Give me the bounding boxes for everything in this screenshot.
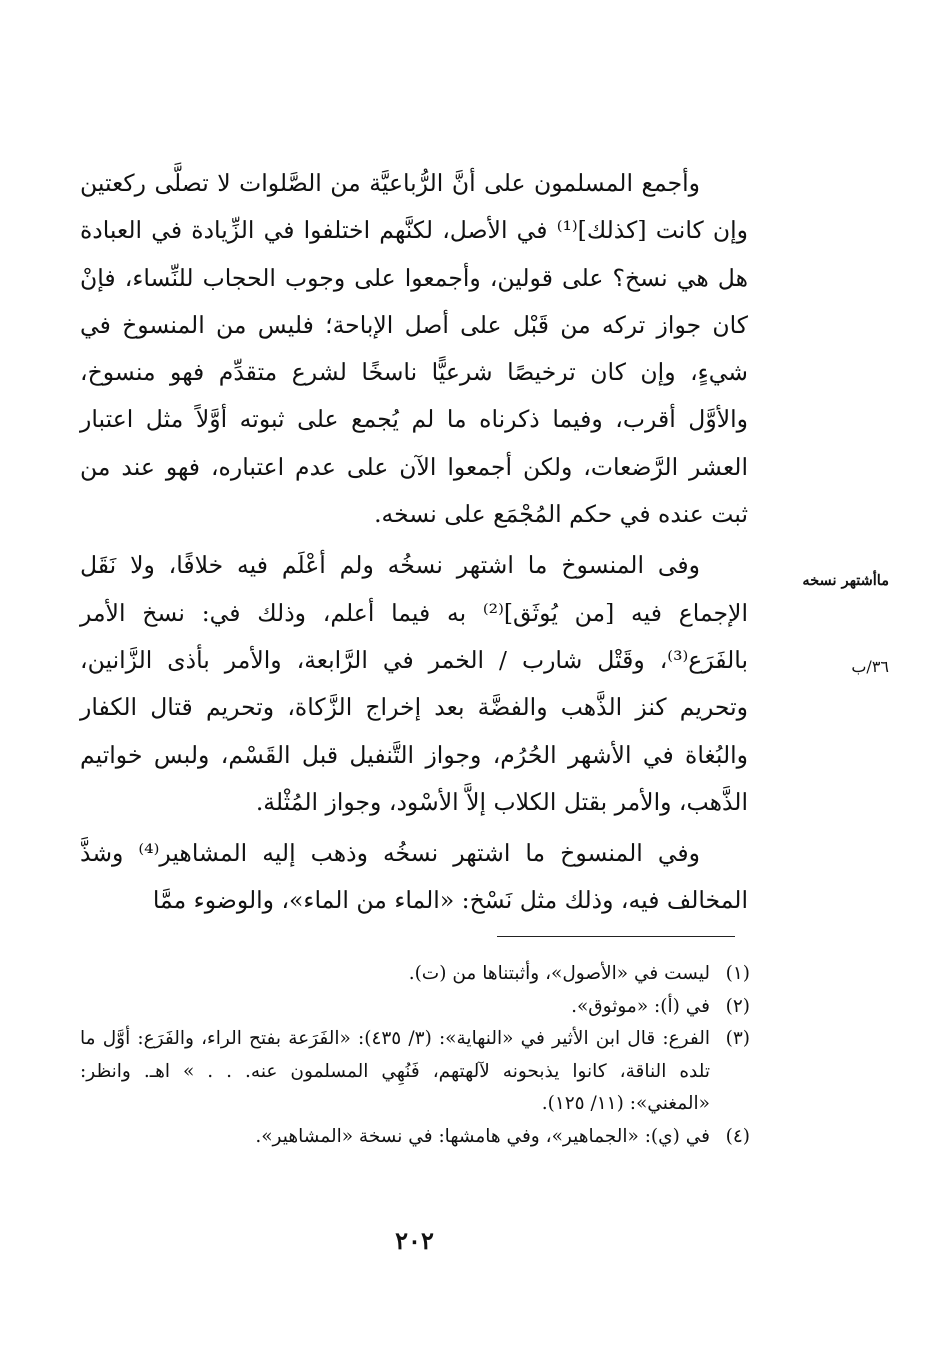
footnote: [80, 958, 750, 991]
footnote-number: (٤): [725, 1125, 750, 1147]
footnote-text: في (أ): «موثوق».: [571, 995, 710, 1017]
footnote-number: (١): [725, 963, 750, 984]
footnote: [80, 991, 750, 1024]
footnote-number: (٢): [725, 995, 750, 1017]
footnote: [80, 1023, 750, 1121]
paragraph: وأجمع المسلمون على أنَّ الرُّباعيَّة من الصَّلوات لا تصلَّى ركعتين وإن كانت [كذلك]⁽¹⁾ في الأصل، لكنَّهم اختلفوا في الزِّيادة في العبادة هل هي نسخ؟ على قولين، وأجمعوا على وجوب الحجاب للنِّساء، فإنْ كان جواز تركه من قَبْل على أصل الإباحة؛ فليس من المنسوخ في شيءٍ، وإن كان ترخيصًا شرعيًّا ناسخًا لشرع متقدِّم فهو منسوخ، والأوَّل أقرب، وفيما ذكرناه ما لم يُجمع على ثبوته أوَّلاً مثل اعتبار العشر الرَّضعات، ولكن أجمعوا الآن على عدم اعتباره، فهو عند من ثبت عنده في حكم المُجْمَع على نسخه.: [80, 169, 749, 529]
footnote-number: (٣): [725, 1028, 750, 1049]
page-number: ٢٠٢: [395, 1226, 434, 1255]
footnote-text: الفرع: قال ابن الأثير في «النهاية»: (٣/ ٤٣٥): «الفَرَعة بفتح الراء، والفَرَع: أوَّل ما تلده الناقة، كانوا يذبحونه لآلهتهم، فَنُهِي المسلمون عنه. . . » اهـ. وانظر: «المغني»: (١١/ ١٢٥).: [80, 1028, 710, 1114]
paragraph: وفى المنسوخ ما اشتهر نسخُه ولم أعْلَم فيه خلافًا، ولا نَقَل الإجماع فيه [من يُوثَق]⁽²⁾ به فيما أعلم، وذلك في: نسخ الأمر بالفَرَع⁽³⁾، وقَتْل شارب / الخمر في الرَّابعة، والأمر بأذى الزَّانين، وتحريم كنز الذَّهب والفضَّة بعد إخراج الزَّكاة، وتحريم قتال الكفار والبُغاة في الأشهر الحُرُم، وجواز التَّنفيل قبل القَسْم، ولبس خواتيم الذَّهب، والأمر بقتل الكلاب إلاَّ الأسْود، وجواز المُثْلة.: [80, 551, 748, 816]
footnote: [80, 1121, 750, 1154]
main-text-body: [80, 160, 748, 927]
footnote-text: ليست في «الأصول»، وأثبتناها من (ت).: [408, 963, 710, 984]
footnotes: [80, 958, 750, 1153]
footnote-separator: [497, 936, 735, 937]
margin-heading: ماأشتهر نسخه: [802, 572, 889, 589]
paragraph: وفي المنسوخ ما اشتهر نسخُه وذهب إليه المشاهير⁽⁴⁾ وشذَّ المخالف فيه، وذلك مثل نَسْخ: «الماء من الماء»، والوضوء ممَّا: [80, 839, 748, 915]
folio-marker: ٣٦/ب: [851, 657, 889, 676]
footnote-text: في (ي): «الجماهير»، وفي هامشها: في نسخة «المشاهير».: [255, 1125, 710, 1147]
